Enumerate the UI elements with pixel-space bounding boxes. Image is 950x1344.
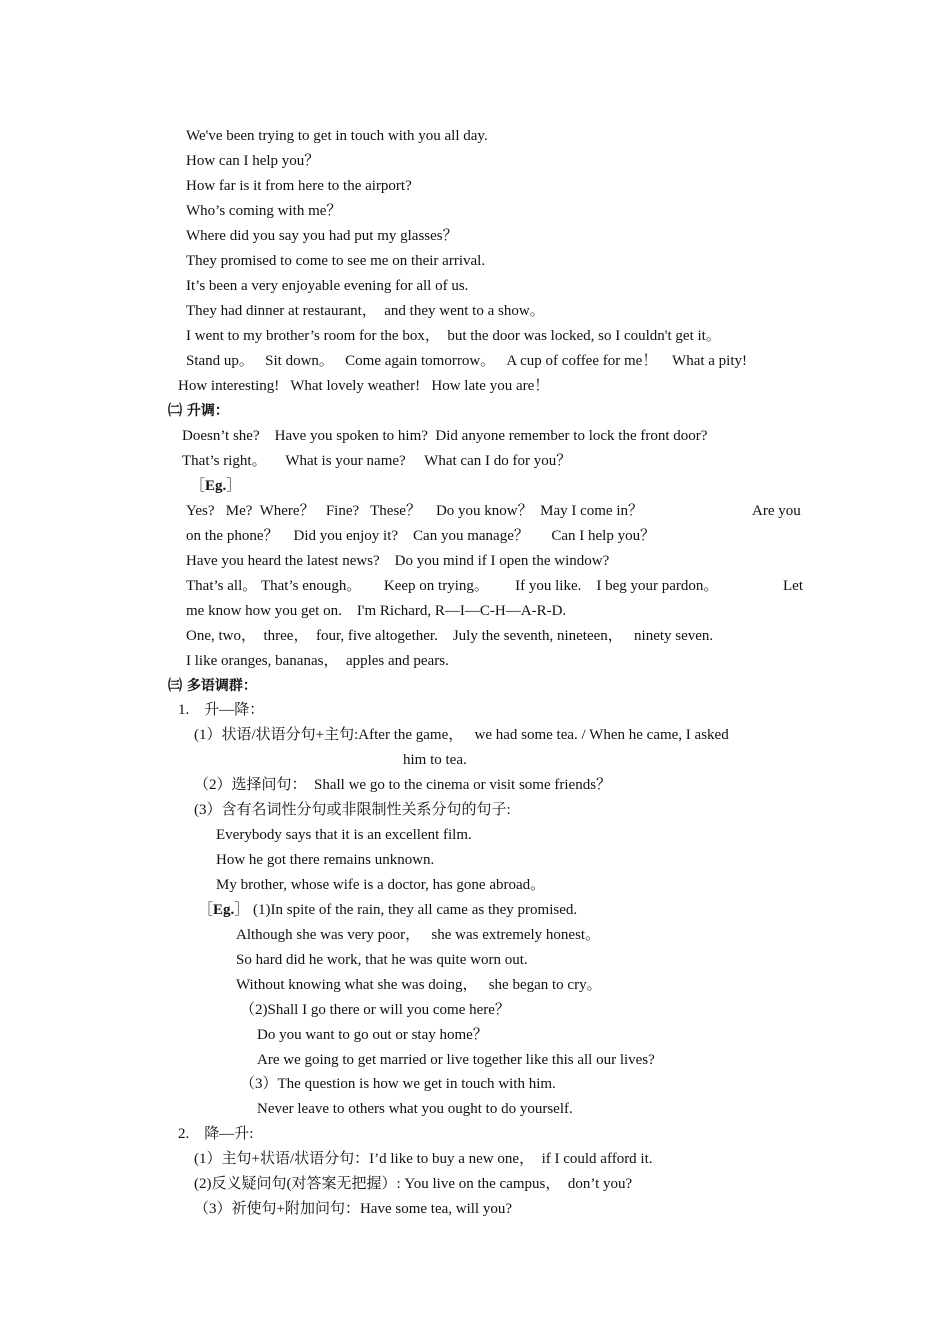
list-item-title: 1. 升—降： — [178, 702, 265, 718]
example-line: Where did you say you had put my glasses？ — [186, 228, 458, 244]
example-line: My brother, whose wife is a doctor, has gone abroad。 — [216, 877, 546, 893]
example-text: (1)In spite of the rain, they all came as they promised. — [249, 902, 578, 918]
example-line-tail: Are you — [752, 503, 801, 519]
list-subitem: （2）选择问句： Shall we go to the cinema or visit some friends？ — [194, 777, 612, 793]
example-line: They had dinner at restaurant， and they went to a show。 — [186, 303, 545, 319]
list-subitem: (1）主句+状语/状语分句：I’d like to buy a new one， if I could afford it. — [194, 1151, 653, 1167]
example-line: （2)Shall I go there or will you come here？ — [240, 1002, 510, 1018]
example-line: Doesn’t she? Have you spoken to him? Did anyone remember to lock the front door? — [182, 428, 708, 444]
example-line: I went to my brother’s room for the box， but the door was locked, so I couldn't get it。 — [186, 328, 721, 344]
example-line: How he got there remains unknown. — [216, 852, 435, 868]
eg-example-line — [198, 900, 577, 920]
example-line: Yes? Me? Where？ Fine? These？ Do you know？ May I come in？ — [186, 503, 644, 519]
example-line: That’s all。 That’s enough。 Keep on trying。 If you like. I beg your pardon。 — [186, 578, 719, 594]
example-line-tail: Let — [783, 578, 803, 594]
list-subitem: (3）含有名词性分句或非限制性关系分句的句子: — [194, 802, 511, 818]
example-line: Although she was very poor， she was extremely honest。 — [236, 927, 601, 943]
eg-bracket-open: ［ — [198, 902, 214, 918]
example-line: Everybody says that it is an excellent film. — [216, 827, 472, 843]
eg-bracket-open: ［ — [190, 478, 206, 494]
example-line: （3）The question is how we get in touch with him. — [240, 1076, 556, 1092]
list-subitem: (1）状语/状语分句+主句:After the game， we had some tea. / When he came, I asked — [194, 727, 729, 743]
example-line: Who’s coming with me？ — [186, 203, 342, 219]
example-line: on the phone？ Did you enjoy it? Can you manage？ Can I help you？ — [186, 528, 656, 544]
example-line: So hard did he work, that he was quite worn out. — [236, 952, 528, 968]
example-line: Do you want to go out or stay home？ — [257, 1027, 488, 1043]
list-subitem: （3）祈使句+附加问句：Have some tea, will you? — [194, 1201, 512, 1217]
eg-marker — [190, 476, 241, 496]
eg-bracket-close: ］ — [226, 478, 242, 494]
example-line: Stand up。 Sit down。 Come again tomorrow。 A cup of coffee for me！ What a pity! — [186, 353, 748, 369]
section-heading-rising: ㈡ 升调： — [168, 403, 229, 419]
example-line: One, two， three， four, five altogether. July the seventh, nineteen， ninety seven. — [186, 628, 714, 644]
example-line: Never leave to others what you ought to do yourself. — [257, 1101, 573, 1117]
list-subitem: (2)反义疑问句(对答案无把握）: You live on the campus， don’t you? — [194, 1176, 633, 1192]
example-line: It’s been a very enjoyable evening for all of us. — [186, 278, 469, 294]
example-line: Without knowing what she was doing， she began to cry。 — [236, 977, 602, 993]
example-line: How interesting! What lovely weather! How late you are！ — [178, 378, 550, 394]
eg-bracket-close: ］ — [234, 902, 250, 918]
example-line: me know how you get on. I'm Richard, R—I—C-H—A-R-D. — [186, 603, 567, 619]
eg-label: Eg. — [205, 478, 227, 494]
example-line: Have you heard the latest news? Do you mind if I open the window? — [186, 553, 610, 569]
section-heading-multi-tone: ㈢ 多语调群： — [168, 678, 257, 694]
example-line: I like oranges, bananas， apples and pears. — [186, 653, 449, 669]
list-item-title: 2. 降—升: — [178, 1126, 254, 1142]
example-line: We've been trying to get in touch with you all day. — [186, 128, 488, 144]
eg-label: Eg. — [213, 902, 235, 918]
example-line: They promised to come to see me on their arrival. — [186, 253, 486, 269]
example-line: Are we going to get married or live together like this all our lives? — [257, 1052, 655, 1068]
list-subitem-continuation: him to tea. — [403, 752, 467, 768]
example-line: How far is it from here to the airport? — [186, 178, 412, 194]
example-line: How can I help you？ — [186, 153, 320, 169]
example-line: That’s right。 What is your name? What can I do for you？ — [182, 453, 572, 469]
